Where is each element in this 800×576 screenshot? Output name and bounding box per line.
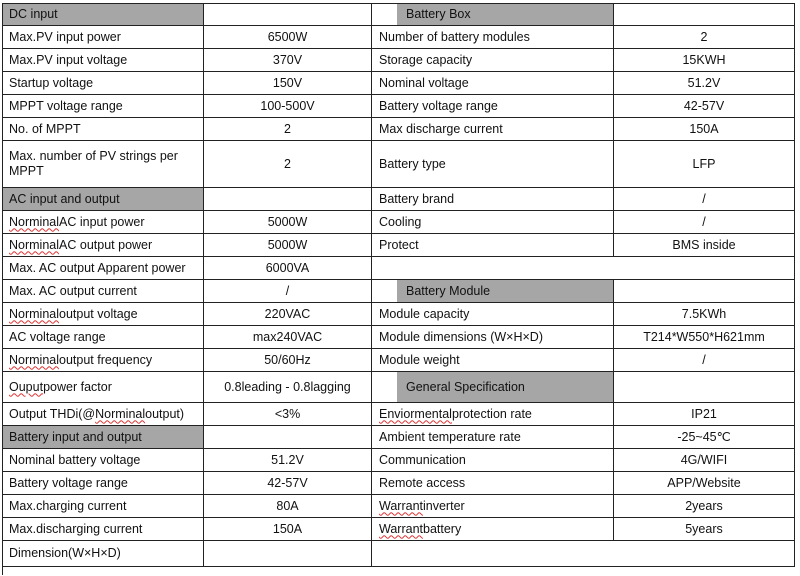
left-row-label: AC voltage range (2, 326, 204, 349)
right-row-value: -25~45℃ (614, 426, 795, 449)
left-section-header: Battery input and output (2, 426, 204, 449)
left-row-value: 2 (204, 118, 372, 141)
left-row-value: 42-57V (204, 472, 372, 495)
spellcheck-word: Warrant (379, 498, 423, 513)
right-blank-row (372, 257, 795, 280)
left-row-label: No. of MPPT (2, 118, 204, 141)
left-row-label: Startup voltage (2, 72, 204, 95)
left-row-label: Max.charging current (2, 495, 204, 518)
right-section-header: Battery Module (372, 280, 614, 303)
right-row-label: Max discharge current (372, 118, 614, 141)
right-row-value: 7.5KWh (614, 303, 795, 326)
left-row-value: 370V (204, 49, 372, 72)
right-row-value: 5years (614, 518, 795, 541)
left-section-header: AC input and output (2, 188, 204, 211)
left-row-label: Battery voltage range (2, 472, 204, 495)
right-row-value: APP/Website (614, 472, 795, 495)
spellcheck-word: Norminal (95, 406, 146, 421)
right-section-header: Battery Box (372, 3, 614, 26)
right-row-label: Battery brand (372, 188, 614, 211)
right-row-label: Warrant inverter (372, 495, 614, 518)
right-row-label: Cooling (372, 211, 614, 234)
right-row-label: Protect (372, 234, 614, 257)
left-row-label: MPPT voltage range (2, 95, 204, 118)
left-section-header: DC input (2, 3, 204, 26)
left-row-label: Dimension(W×H×D) (2, 541, 204, 567)
right-row-label: Storage capacity (372, 49, 614, 72)
left-row-value: 150V (204, 72, 372, 95)
right-row-label: Communication (372, 449, 614, 472)
spellcheck-word: Norminal (9, 306, 60, 321)
right-row-value: LFP (614, 141, 795, 188)
right-row-value: / (614, 211, 795, 234)
right-blank-row (372, 541, 795, 567)
right-row-label: Warrant battery (372, 518, 614, 541)
right-row-value: / (614, 188, 795, 211)
left-row-value: max240VAC (204, 326, 372, 349)
left-row-value: 100-500V (204, 95, 372, 118)
right-row-value: BMS inside (614, 234, 795, 257)
right-row-label: Module dimensions (W×H×D) (372, 326, 614, 349)
left-header-spacer (204, 3, 372, 26)
right-row-value: 2 (614, 26, 795, 49)
right-row-value: T214*W550*H621mm (614, 326, 795, 349)
right-row-value: 150A (614, 118, 795, 141)
spellcheck-word: Norminal (9, 352, 60, 367)
right-row-value: 42-57V (614, 95, 795, 118)
left-row-value: 51.2V (204, 449, 372, 472)
right-row-label: Battery voltage range (372, 95, 614, 118)
left-row-label: Max.discharging current (2, 518, 204, 541)
spec-table (2, 3, 795, 575)
left-row-value: 50/60Hz (204, 349, 372, 372)
left-row-value: 2 (204, 141, 372, 188)
left-row-label: Max. AC output current (2, 280, 204, 303)
left-header-spacer (204, 426, 372, 449)
left-row-label: Nominal battery voltage (2, 449, 204, 472)
left-row-label: Norminal output frequency (2, 349, 204, 372)
right-row-label: Module weight (372, 349, 614, 372)
left-row-value: <3% (204, 403, 372, 426)
right-row-label: Number of battery modules (372, 26, 614, 49)
right-row-value: 51.2V (614, 72, 795, 95)
left-row-value: 6500W (204, 26, 372, 49)
spellcheck-word: Warrant (379, 521, 423, 536)
left-row-value: 220VAC (204, 303, 372, 326)
left-row-value (204, 541, 372, 567)
right-row-label: Enviormental protection rate (372, 403, 614, 426)
spellcheck-word: Norminal (9, 214, 60, 229)
right-row-label: Remote access (372, 472, 614, 495)
left-header-spacer (204, 188, 372, 211)
left-row-value: 80A (204, 495, 372, 518)
right-row-value: / (614, 349, 795, 372)
left-row-label: Norminal output voltage (2, 303, 204, 326)
left-row-value: / (204, 280, 372, 303)
right-header-spacer (614, 280, 795, 303)
left-row-value: 5000W (204, 211, 372, 234)
right-section-header: General Specification (372, 372, 614, 403)
right-row-value: 2years (614, 495, 795, 518)
right-header-spacer (614, 372, 795, 403)
left-row-label: Norminal AC output power (2, 234, 204, 257)
spellcheck-word: Norminal (9, 237, 60, 252)
right-row-label: Nominal voltage (372, 72, 614, 95)
left-row-label: Max.PV input power (2, 26, 204, 49)
left-row-label: Ouput power factor (2, 372, 204, 403)
left-row-label: Norminal AC input power (2, 211, 204, 234)
spellcheck-word: Ouput (9, 379, 44, 394)
left-row-value: 150A (204, 518, 372, 541)
left-row-value: 5000W (204, 234, 372, 257)
right-row-value: IP21 (614, 403, 795, 426)
left-row-value: 0.8leading - 0.8lagging (204, 372, 372, 403)
right-header-spacer (614, 3, 795, 26)
right-row-label: Battery type (372, 141, 614, 188)
left-row-label: Output THDi(@ Norminal output) (2, 403, 204, 426)
spellcheck-word: Enviormental (379, 406, 452, 421)
right-row-value: 4G/WIFI (614, 449, 795, 472)
left-row-label: Max. AC output Apparent power (2, 257, 204, 280)
left-row-value: 6000VA (204, 257, 372, 280)
right-row-label: Ambient temperature rate (372, 426, 614, 449)
left-row-label: Max.PV input voltage (2, 49, 204, 72)
right-row-label: Module capacity (372, 303, 614, 326)
right-row-value: 15KWH (614, 49, 795, 72)
left-row-label: Max. number of PV strings per MPPT (2, 141, 204, 188)
